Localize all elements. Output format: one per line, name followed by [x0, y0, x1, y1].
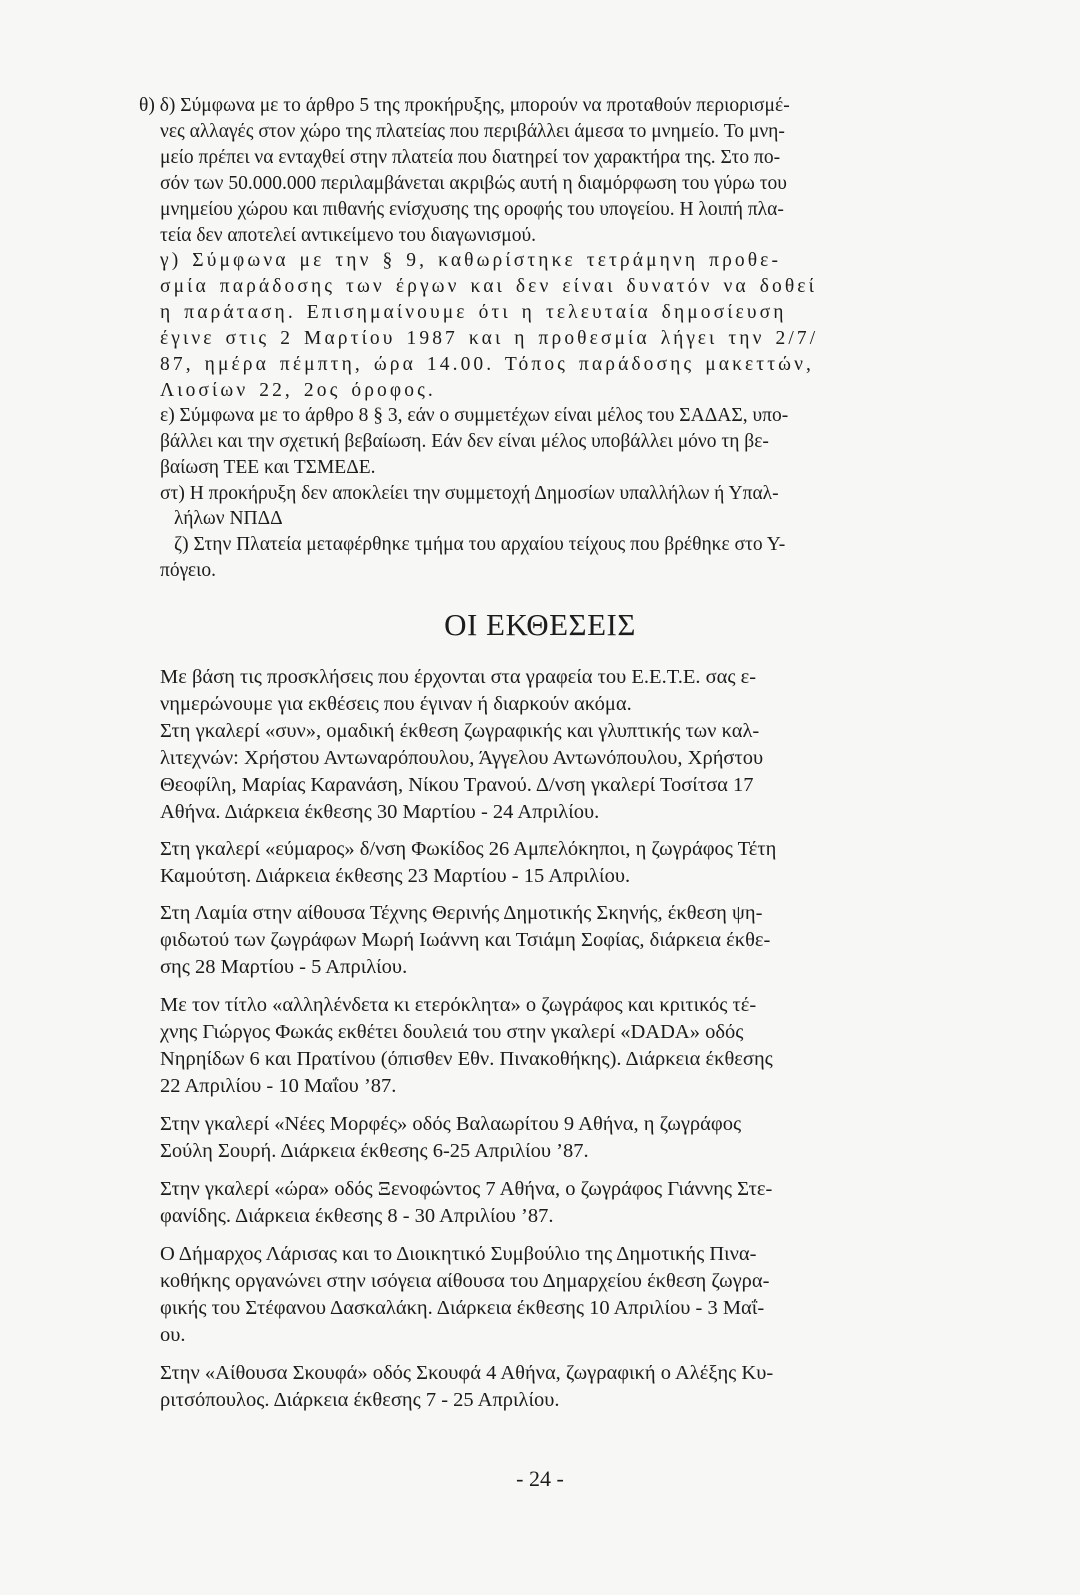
- text-line: σμία παράδοσης των έργων και δεν είναι δυνατόν να δοθεί: [160, 276, 817, 297]
- text-line: σης 28 Μαρτίου - 5 Απριλίου.: [160, 956, 408, 978]
- text-line: Με βάση τις προσκλήσεις που έρχονται στα γραφεία του Ε.Ε.Τ.Ε. σας ε-: [160, 666, 757, 688]
- text-line: λιτεχνών: Χρήστου Αντωναρόπουλου, Άγγελου Αντωνόπουλου, Χρήστου: [160, 747, 764, 769]
- text-line: μνημείου χώρου και πιθανής ενίσχυσης της οροφής του υπογείου. Η λοιπή πλα-: [160, 199, 784, 220]
- text-line: φιδωτού των ζωγράφων Μωρή Ιωάννη και Τσιάμη Σοφίας, διάρκεια έκθε-: [160, 929, 771, 951]
- text-line: ζ) Στην Πλατεία μεταφέρθηκε τμήμα του αρχαίου τείχους που βρέθηκε στο Υ-: [174, 534, 786, 555]
- text-line: Καμούτση. Διάρκεια έκθεσης 23 Μαρτίου - 15 Απριλίου.: [160, 865, 631, 887]
- text-line: Αθήνα. Διάρκεια έκθεσης 30 Μαρτίου - 24 Απριλίου.: [160, 801, 600, 823]
- text-line: Θεοφίλη, Μαρίας Καρανάση, Νίκου Τρανού. Δ/νση γκαλερί Τοσίτσα 17: [160, 774, 754, 796]
- text-line: κοθήκης οργανώνει στην ισόγεια αίθουσα του Δημαρχείου έκθεση ζωγρα-: [160, 1270, 770, 1292]
- text-line: βαίωση ΤΕΕ και ΤΣΜΕΔΕ.: [160, 457, 376, 478]
- text-line: θ) δ) Σύμφωνα με το άρθρο 5 της προκήρυξης, μπορούν να προταθούν περιορισμέ-: [139, 95, 790, 116]
- text-line: Ο Δήμαρχος Λάρισας και το Διοικητικό Συμβούλιο της Δημοτικής Πινα-: [160, 1243, 757, 1265]
- text-line: Στη γκαλερί «συν», ομαδική έκθεση ζωγραφικής και γλυπτικής των καλ-: [160, 720, 760, 742]
- page-number: - 24 -: [516, 1466, 564, 1491]
- text-line: χνης Γιώργος Φωκάς εκθέτει δουλειά του στην γκαλερί «DADA» οδός: [160, 1021, 744, 1043]
- text-line: Στην γκαλερί «Νέες Μορφές» οδός Βαλαωρίτου 9 Αθήνα, η ζωγράφος: [160, 1113, 742, 1135]
- text-line: γ) Σύμφωνα με την § 9, καθωρίστηκε τετράμηνη προθε-: [160, 250, 782, 271]
- text-line: μείο πρέπει να ενταχθεί στην πλατεία που διατηρεί τον χαρακτήρα της. Στο πο-: [160, 147, 781, 168]
- text-line: φανίδης. Διάρκεια έκθεσης 8 - 30 Απριλίου ’87.: [160, 1205, 554, 1227]
- text-line: λήλων ΝΠΔΔ: [174, 508, 283, 529]
- text-line: Στη Λαμία στην αίθουσα Τέχνης Θερινής Δημοτικής Σκηνής, έκθεση ψη-: [160, 902, 763, 924]
- text-line: πόγειο.: [160, 560, 216, 581]
- text-line: στ) Η προκήρυξη δεν αποκλείει την συμμετοχή Δημοσίων υπαλλήλων ή Υπαλ-: [160, 483, 779, 504]
- text-line: 87, ημέρα πέμπτη, ώρα 14.00. Τόπος παράδοσης μακεττών,: [160, 354, 815, 375]
- text-line: ριτσόπουλος. Διάρκεια έκθεσης 7 - 25 Απριλίου.: [160, 1389, 560, 1411]
- text-line: Σούλη Σουρή. Διάρκεια έκθεσης 6-25 Απριλίου ’87.: [160, 1140, 589, 1162]
- text-line: 22 Απριλίου - 10 Μαΐου ’87.: [160, 1075, 397, 1097]
- text-line: Με τον τίτλο «αλληλένδετα κι ετερόκλητα» ο ζωγράφος και κριτικός τέ-: [160, 994, 757, 1016]
- text-line: νες αλλαγές στον χώρο της πλατείας που περιβάλλει άμεσα το μνημείο. Το μνη-: [160, 121, 785, 142]
- text-line: Στην γκαλερί «ώρα» οδός Ξενοφώντος 7 Αθήνα, ο ζωγράφος Γιάννης Στε-: [160, 1178, 773, 1200]
- text-line: βάλλει και την σχετική βεβαίωση. Εάν δεν είναι μέλος υποβάλλει μόνο τη βε-: [160, 431, 769, 452]
- text-line: Λιοσίων 22, 2ος όροφος.: [160, 380, 436, 401]
- text-line: σόν των 50.000.000 περιλαμβάνεται ακριβώς αυτή η διαμόρφωση του γύρω του: [160, 173, 787, 194]
- text-line: η παράταση. Επισημαίνουμε ότι η τελευταία δημοσίευση: [160, 302, 787, 323]
- text-line: ε) Σύμφωνα με το άρθρο 8 § 3, εάν ο συμμετέχων είναι μέλος του ΣΑΔΑΣ, υπο-: [160, 405, 789, 426]
- text-line: φικής του Στέφανου Δασκαλάκη. Διάρκεια έκθεσης 10 Απριλίου - 3 Μαΐ-: [160, 1297, 765, 1319]
- text-line: έγινε στις 2 Μαρτίου 1987 και η προθεσμία λήγει την 2/7/: [160, 328, 819, 349]
- text-line: Στην «Αίθουσα Σκουφά» οδός Σκουφά 4 Αθήνα, ζωγραφική ο Αλέξης Κυ-: [160, 1362, 774, 1384]
- text-line: Νηρηίδων 6 και Πρατίνου (όπισθεν Εθν. Πινακοθήκης). Διάρκεια έκθεσης: [160, 1048, 773, 1070]
- text-line: ου.: [160, 1324, 186, 1346]
- text-line: τεία δεν αποτελεί αντικείμενο του διαγωνισμού.: [160, 225, 537, 246]
- text-line: νημερώνουμε για εκθέσεις που έγιναν ή διαρκούν ακόμα.: [160, 693, 632, 715]
- section-title: ΟΙ ΕΚΘΕΣΕΙΣ: [444, 607, 636, 642]
- text-line: Στη γκαλερί «εύμαρος» δ/νση Φωκίδος 26 Αμπελόκηποι, η ζωγράφος Τέτη: [160, 838, 777, 860]
